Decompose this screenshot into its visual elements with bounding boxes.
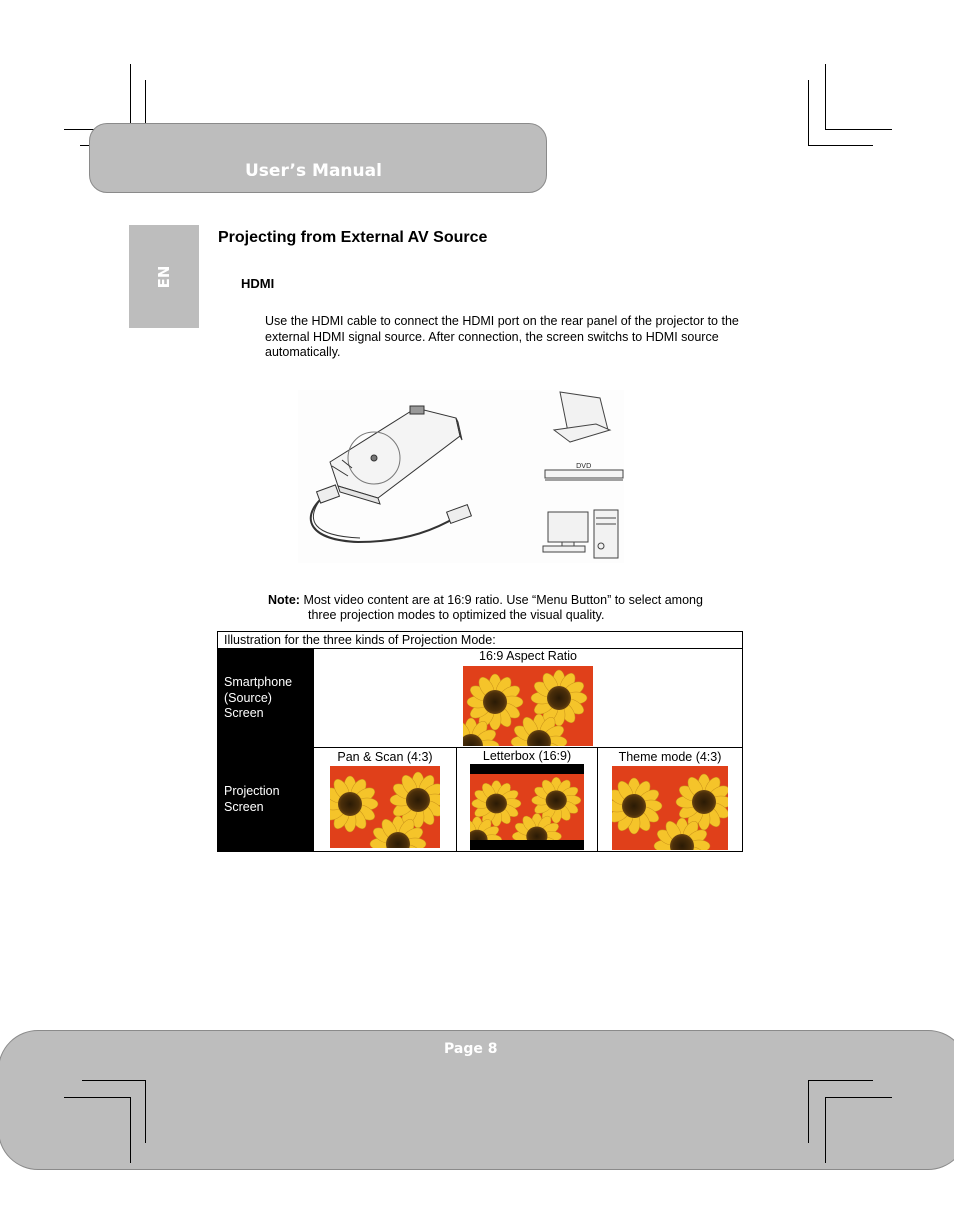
sunflower-image xyxy=(612,766,728,850)
projection-row-label xyxy=(218,748,314,852)
crop-mark xyxy=(145,1080,146,1143)
crop-mark xyxy=(82,1080,146,1081)
sunflower-image xyxy=(330,766,440,848)
note-line-2: three projection modes to optimized the visual quality. xyxy=(308,608,605,622)
crop-mark xyxy=(825,1097,826,1163)
note-line-1: Most video content are at 16:9 ratio. Use “Menu Button” to select among xyxy=(303,593,703,607)
crop-mark xyxy=(64,1097,131,1098)
projection-modes-table xyxy=(217,631,743,852)
crop-mark xyxy=(808,1080,873,1081)
theme-mode-cell xyxy=(598,748,743,852)
source-label-line: (Source) xyxy=(224,690,272,705)
sunflower-image xyxy=(463,666,593,746)
section-body: Use the HDMI cable to connect the HDMI port on the rear panel of the projector to the external HDMI signal source. After connection, the screen switchs to HDMI source automatically. xyxy=(265,314,739,359)
crop-mark xyxy=(808,80,809,146)
dvd-label: DVD xyxy=(576,462,592,470)
header-tab xyxy=(89,123,547,193)
pan-scan-label: Pan & Scan (4:3) xyxy=(337,750,433,764)
source-label-line: Smartphone xyxy=(224,675,293,689)
crop-mark xyxy=(825,64,826,130)
projection-label-line: Projection xyxy=(224,784,280,798)
sunflower-letterbox-image xyxy=(470,764,584,850)
crop-mark xyxy=(130,1097,131,1163)
table-caption: Illustration for the three kinds of Projection Mode: xyxy=(218,632,743,649)
header-title: User’s Manual xyxy=(245,161,382,181)
connection-illustration xyxy=(298,390,624,563)
section-title: Projecting from External AV Source xyxy=(218,229,488,246)
theme-mode-label: Theme mode (4:3) xyxy=(618,750,722,764)
pan-scan-cell xyxy=(314,748,457,852)
page-number: Page 8 xyxy=(444,1041,498,1057)
language-label: EN xyxy=(155,265,173,289)
crop-mark xyxy=(808,1080,809,1143)
source-row-label xyxy=(218,649,314,748)
crop-mark xyxy=(825,129,892,130)
note-label: Note: xyxy=(268,593,300,607)
source-mode-label: 16:9 Aspect Ratio xyxy=(479,649,577,663)
note xyxy=(268,593,748,623)
letterbox-label: Letterbox (16:9) xyxy=(482,749,572,763)
projection-label-line: Screen xyxy=(224,799,264,814)
crop-mark xyxy=(130,64,131,130)
projector-connection-drawing xyxy=(298,390,624,563)
source-label-line: Screen xyxy=(224,706,264,720)
source-mode-cell xyxy=(314,649,743,748)
crop-mark xyxy=(825,1097,892,1098)
crop-mark xyxy=(808,145,873,146)
section-subtitle: HDMI xyxy=(241,276,275,291)
letterbox-cell xyxy=(457,748,598,852)
